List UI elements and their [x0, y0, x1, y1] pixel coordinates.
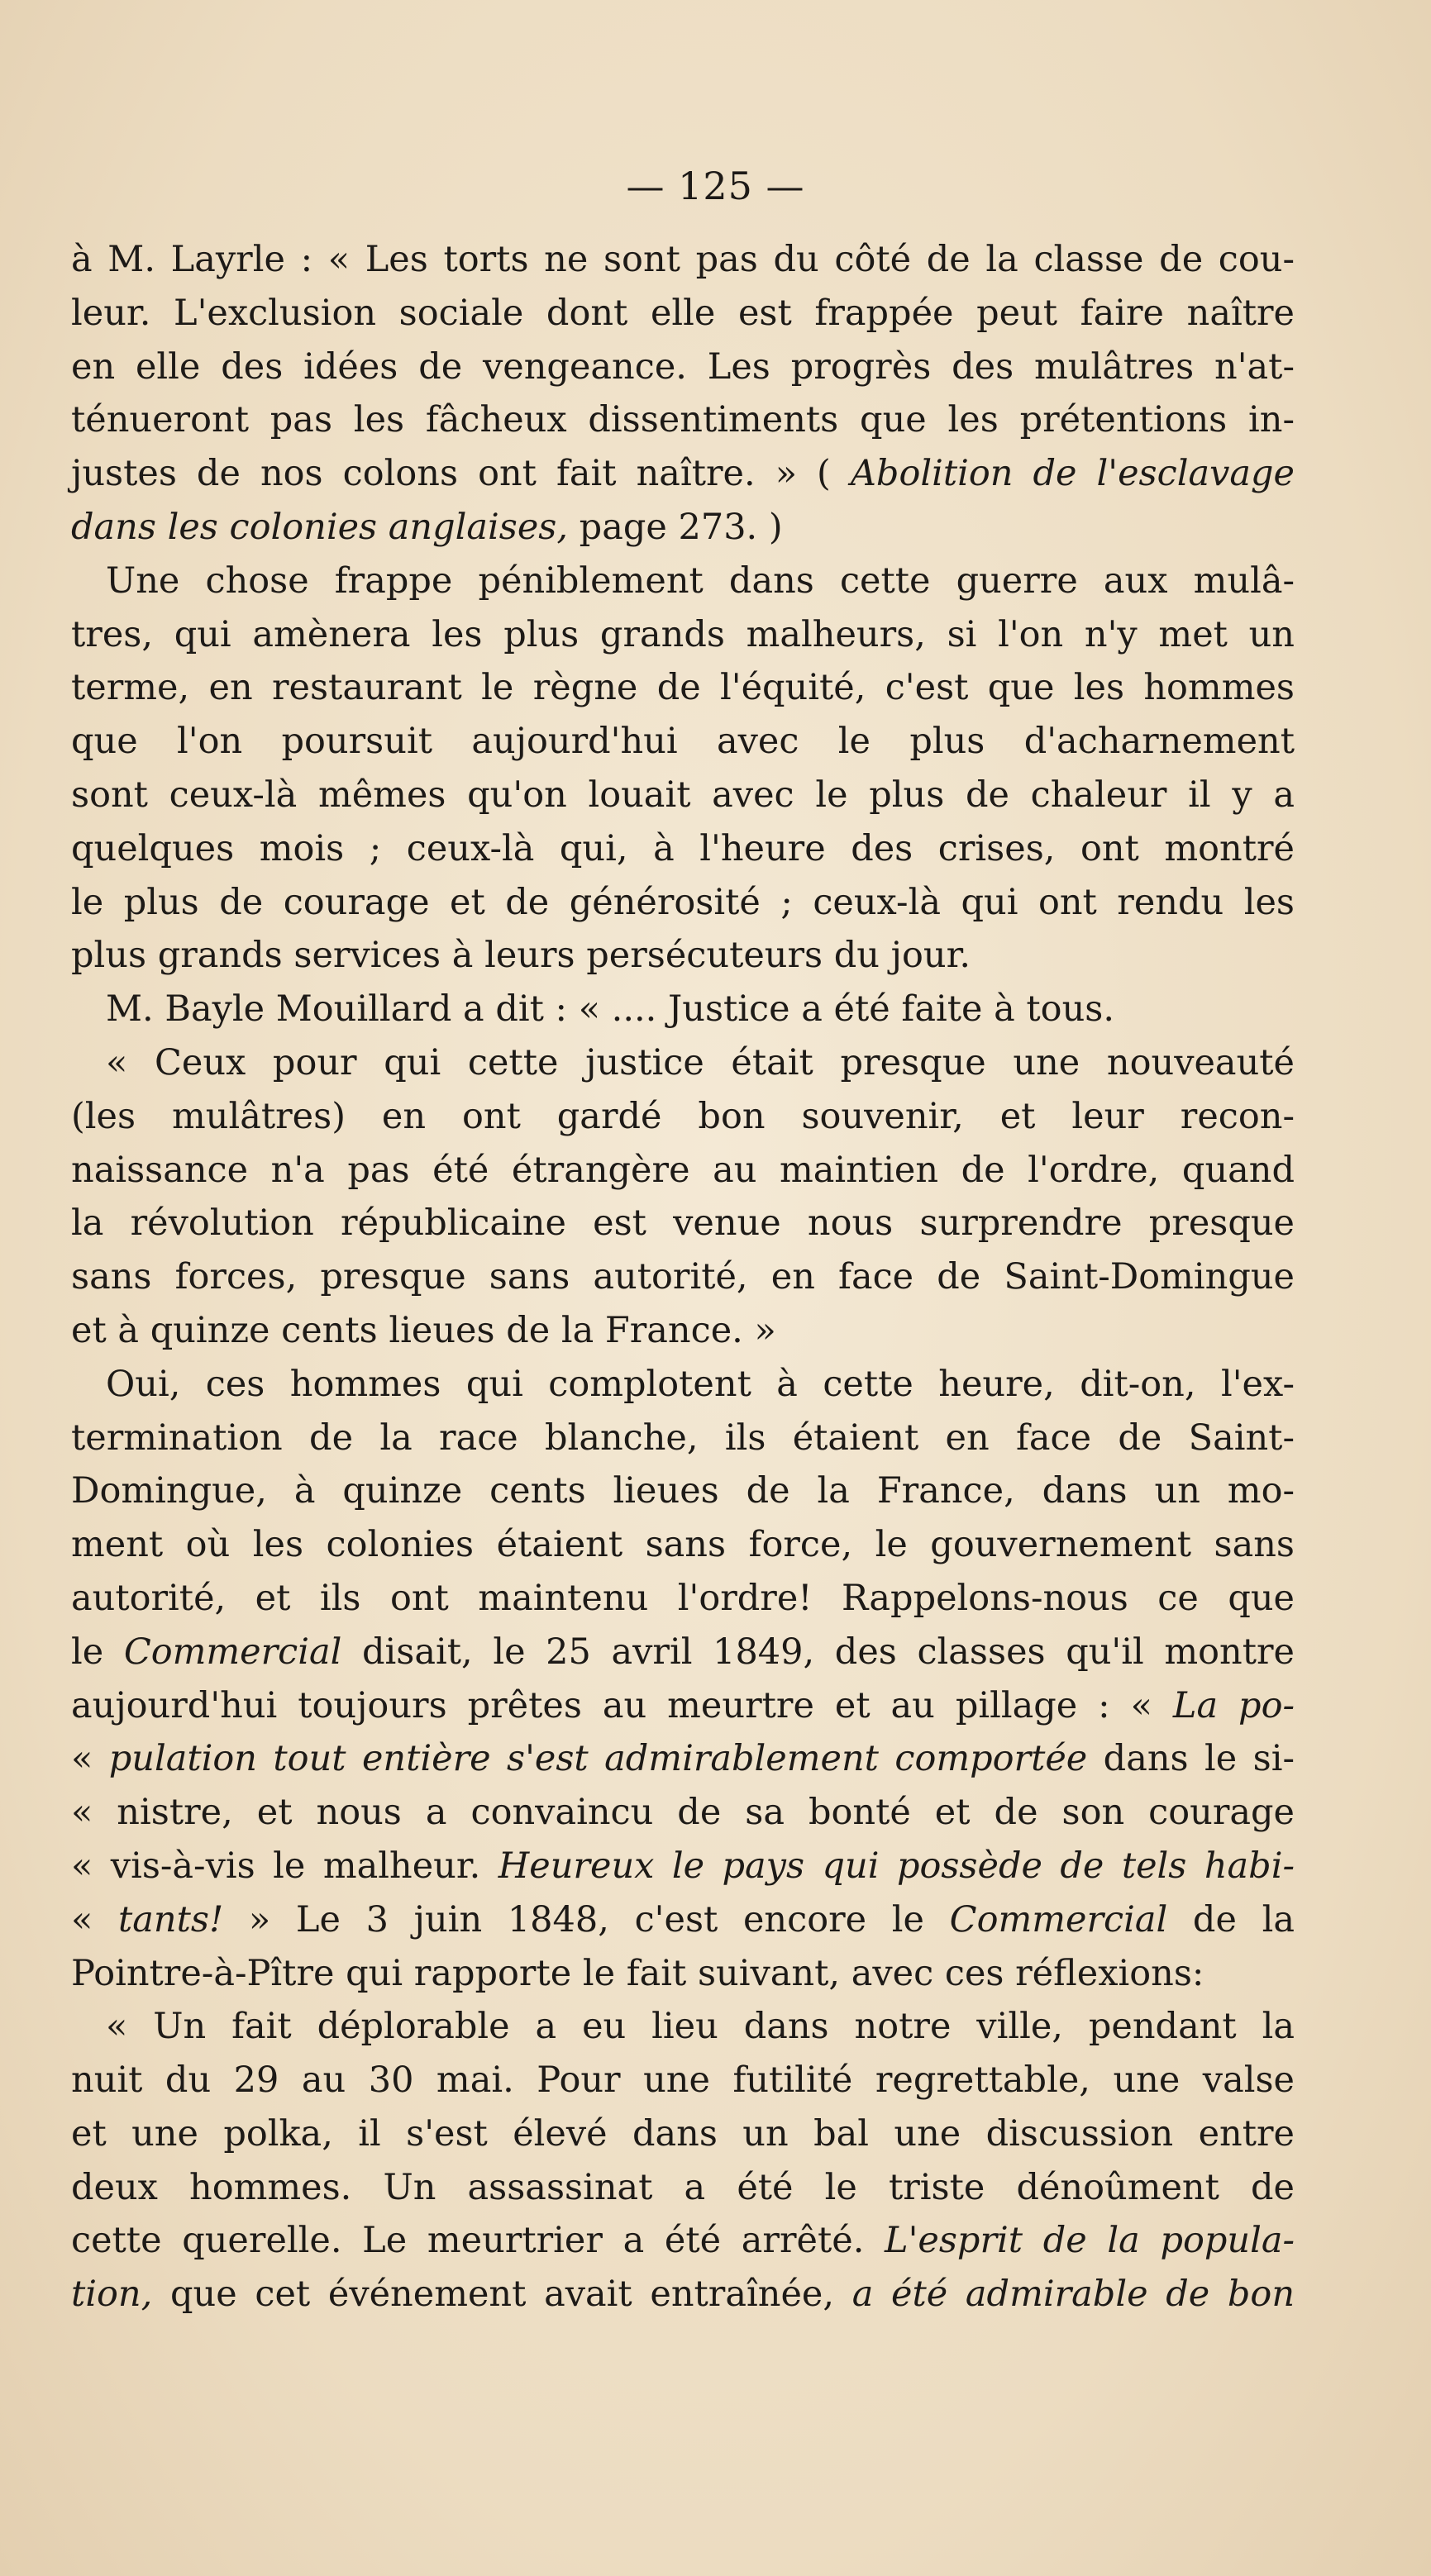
text-line	[71, 555, 1295, 608]
text-run: aujourd'hui toujours prêtes au meurtre et au pillage : «	[71, 1684, 1173, 1726]
body-text	[71, 233, 1295, 2321]
text-run: de la	[1167, 1898, 1295, 1940]
text-run: cette querelle. Le meurtrier a été arrêté.	[71, 2220, 885, 2262]
text-run: Une chose frappe péniblement dans cette guerre aux mulâ-	[106, 559, 1295, 602]
text-run: tants!	[118, 1898, 224, 1940]
text-run: La po-	[1172, 1684, 1295, 1726]
text-run: tion,	[71, 2274, 153, 2316]
text-run: Pointre-à-Pître qui rapporte le fait suivant, avec ces réflexions:	[71, 1952, 1204, 1994]
text-line	[71, 1840, 1295, 1893]
text-run: M. Bayle Mouillard a dit : « .... Justice a été faite à tous.	[106, 988, 1114, 1031]
text-run: disait, le 25 avril 1849, des classes qu'il montre	[341, 1631, 1295, 1673]
text-line	[71, 1947, 1295, 2001]
text-run: terme, en restaurant le règne de l'équité, c'est que les hommes	[71, 667, 1295, 709]
text-run: quelques mois ; ceux-là qui, à l'heure des crises, ont montré	[71, 827, 1295, 869]
text-run: dans le si-	[1087, 1738, 1295, 1780]
text-line	[71, 1036, 1295, 1090]
text-line	[71, 287, 1295, 340]
text-line	[71, 2268, 1295, 2321]
text-run: justes de nos colons ont fait naître. » (	[71, 453, 851, 495]
text-run: autorité, et ils ont maintenu l'ordre! Rappelons-nous ce que	[71, 1577, 1295, 1619]
text-run: » Le 3 juin 1848, c'est encore le	[223, 1898, 950, 1940]
text-line	[71, 1090, 1295, 1144]
text-line	[71, 1304, 1295, 1358]
page-number: — 125 —	[626, 164, 805, 208]
text-run: Heureux le pays qui possède de tels habi-	[498, 1845, 1295, 1887]
text-run: plus grands services à leurs persécuteurs du jour.	[71, 935, 971, 977]
text-line	[71, 929, 1295, 983]
text-line	[71, 1144, 1295, 1198]
text-line	[71, 2000, 1295, 2054]
text-run: Oui, ces hommes qui complotent à cette heure, dit-on, l'ex-	[106, 1363, 1295, 1405]
text-line	[71, 1572, 1295, 1626]
text-line	[71, 1358, 1295, 1412]
text-run: le	[71, 1631, 124, 1673]
text-run: «	[71, 1898, 118, 1940]
text-run: sont ceux-là mêmes qu'on louait avec le plus de chaleur il y a	[71, 774, 1295, 816]
text-run: leur. L'exclusion sociale dont elle est frappée peut faire naître	[71, 292, 1295, 334]
text-line	[71, 876, 1295, 930]
text-line	[71, 393, 1295, 447]
text-line	[71, 1250, 1295, 1304]
text-line	[71, 1412, 1295, 1465]
text-line	[71, 983, 1295, 1036]
text-run: « vis-à-vis le malheur.	[71, 1845, 498, 1887]
text-line	[71, 822, 1295, 876]
text-run: naissance n'a pas été étrangère au maintien de l'ordre, quand	[71, 1149, 1295, 1191]
text-run: page 273. )	[568, 506, 783, 548]
text-run: ténueront pas les fâcheux dissentiments que les prétentions in-	[71, 399, 1295, 441]
text-line	[71, 661, 1295, 715]
text-line	[71, 501, 1295, 555]
text-run: sans forces, presque sans autorité, en face de Saint-Domingue	[71, 1256, 1295, 1298]
text-line	[71, 233, 1295, 287]
text-line	[71, 1732, 1295, 1786]
text-line	[71, 1626, 1295, 1679]
text-line	[71, 1518, 1295, 1572]
text-run: et une polka, il s'est élevé dans un bal une discussion entre	[71, 2112, 1295, 2155]
text-run: «	[71, 1738, 109, 1780]
text-run: ment où les colonies étaient sans force, le gouvernement sans	[71, 1524, 1295, 1566]
text-run: Domingue, à quinze cents lieues de la France, dans un mo-	[71, 1470, 1295, 1512]
text-line	[71, 769, 1295, 822]
text-line	[71, 1464, 1295, 1518]
text-line	[71, 340, 1295, 394]
text-line	[71, 1786, 1295, 1840]
text-run: « nistre, et nous a convaincu de sa bonté et de son courage	[71, 1792, 1295, 1834]
text-run: Abolition de l'esclavage	[850, 453, 1295, 495]
text-run: la révolution républicaine est venue nous surprendre presque	[71, 1202, 1295, 1245]
text-line	[71, 1893, 1295, 1947]
text-line	[71, 1197, 1295, 1250]
text-run: à M. Layrle : « Les torts ne sont pas du côté de la classe de cou-	[71, 239, 1295, 280]
text-run: termination de la race blanche, ils étaient en face de Saint-	[71, 1417, 1295, 1459]
text-line	[71, 2161, 1295, 2215]
text-line	[71, 2107, 1295, 2161]
text-run: Commercial	[949, 1898, 1168, 1940]
text-run: que l'on poursuit aujourd'hui avec le plus d'acharnement	[71, 721, 1295, 763]
text-run: Commercial	[123, 1631, 342, 1673]
text-run: nuit du 29 au 30 mai. Pour une futilité regrettable, une valse	[71, 2059, 1295, 2102]
text-run: deux hommes. Un assassinat a été le triste dénoûment de	[71, 2166, 1295, 2208]
text-run: que cet événement avait entraînée,	[152, 2274, 852, 2316]
text-line	[71, 608, 1295, 662]
text-run: « Ceux pour qui cette justice était presque une nouveauté	[106, 1041, 1295, 1083]
text-run: le plus de courage et de générosité ; ceux-là qui ont rendu les	[71, 881, 1295, 923]
text-run: L'esprit de la popula-	[885, 2220, 1295, 2262]
text-run: et à quinze cents lieues de la France. »	[71, 1309, 776, 1351]
text-line	[71, 2054, 1295, 2107]
text-run: pulation tout entière s'est admirablement comportée	[108, 1738, 1088, 1780]
text-run: dans les colonies anglaises,	[71, 506, 569, 548]
text-run: tres, qui amènera les plus grands malheurs, si l'on n'y met un	[71, 613, 1295, 655]
text-run: en elle des idées de vengeance. Les progrès des mulâtres n'at-	[71, 345, 1295, 388]
text-run: « Un fait déplorable a eu lieu dans notre ville, pendant la	[106, 2006, 1295, 2048]
text-line	[71, 715, 1295, 769]
text-line	[71, 1679, 1295, 1733]
text-run: (les mulâtres) en ont gardé bon souvenir, et leur recon-	[71, 1095, 1295, 1137]
text-run: a été admirable de bon	[851, 2274, 1295, 2316]
text-line	[71, 2214, 1295, 2268]
text-line	[71, 447, 1295, 501]
